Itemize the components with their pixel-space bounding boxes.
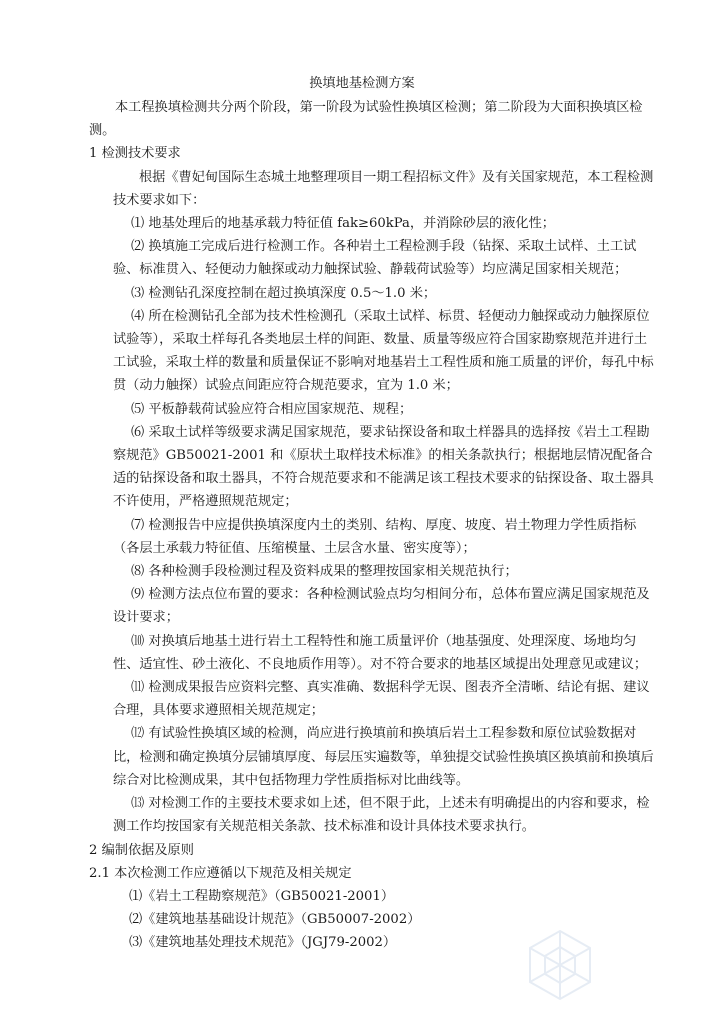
section-1-heading: 1 检测技术要求 [89, 146, 181, 162]
document-title: 换填地基检测方案 [309, 76, 415, 91]
reference-item: ⑴《岩土工程勘察规范》（GB50021-2001） [129, 888, 395, 904]
requirement-item: ⑺ 检测报告中应提供换填深度内土的类别、结构、厚度、坡度、岩土物理力学性质指标（各层土承载力特征值、压缩模量、土层含水量、密实度等）； [113, 517, 637, 556]
requirement-item: ⑻ 各种检测手段检测过程及资料成果的整理按国家相关规范执行； [131, 564, 518, 580]
section-2-1-heading: 2.1 本次检测工作应遵循以下规范及相关规定 [89, 865, 352, 881]
requirement-item: ⑽ 对换填后地基土进行岩土工程特性和施工质量评价（地基强度、处理深度、场地均匀性、适宜性、砂土液化、不良地质作用等）。对不符合要求的地基区域提出处理意见或建议； [113, 633, 648, 672]
requirement-item: ⑸ 平板静载荷试验应符合相应国家规范、规程； [131, 401, 413, 417]
reference-item: ⑵《建筑地基基础设计规范》（GB50007-2002） [129, 912, 421, 928]
requirement-item: ⒀ 对检测工作的主要技术要求如上述，但不限于此，上述未有明确提出的内容和要求，检测工作均按国家有关规范相关条款、技术标准和设计具体技术要求执行。 [113, 796, 650, 835]
reference-item: ⑶《建筑地基处理技术规范》（JGJ79-2002） [129, 935, 397, 951]
snowflake-watermark-icon [520, 925, 600, 1005]
requirement-item: ⑿ 有试验性换填区域的检测，尚应进行换填前和换填后岩土工程参数和原位试验数据对比，检测和确定换填分层铺填厚度、每层压实遍数等，单独提交试验性换填区换填前和换填后综合对比检测成果，其中包括物理力学性质指标对比曲线等。 [113, 726, 654, 788]
requirement-item: ⑴ 地基处理后的地基承载力特征值 fak≥60kPa，并消除砂层的液化性； [131, 216, 555, 232]
requirement-item: ⑷ 所在检测钻孔全部为技术性检测孔（采取土试样、标贯、轻便动力触探或动力触探原位试验等），采取土样每孔各类地层土样的间距、数量、质量等级应符合国家勘察规范并进行土工试验，采取土样的数量和质量保证不影响对地基岩土工程性质和施工质量的评价，每孔中标贯（动力触探）试验点间距应符合规范要求，宜为 1.0 米； [113, 308, 654, 394]
requirement-item: ⑵ 换填施工完成后进行检测工作。各种岩土工程检测手段（钻探、采取土试样、土工试验、标准贯入、轻便动力触探或动力触探试验、静载荷试验等）均应满足国家相关规范； [113, 239, 637, 278]
requirement-item: ⑶ 检测钻孔深度控制在超过换填深度 0.5～1.0 米； [131, 285, 437, 301]
requirement-item: ⑾ 检测成果报告应资料完整、真实准确、数据科学无误、图表齐全清晰、结论有据、建议合理，具体要求遵照相关规范规定； [113, 680, 650, 719]
requirement-item: ⑼ 检测方法点位布置的要求：各种检测试验点均匀相间分布，总体布置应满足国家规范及设计要求； [113, 587, 650, 626]
requirement-item: ⑹ 采取土试样等级要求满足国家规范，要求钻探设备和取土样器具的选择按《岩土工程勘察规范》GB50021-2001 和《原状土取样技术标准》的相关条款执行；根据地层情况配备合适的钻探设备和取土器具，不符合规范要求和不能满足该工程技术要求的钻探设备、取土器具不许使用，严格遵照规范规定； [113, 424, 654, 510]
section-2-heading: 2 编制依据及原则 [89, 842, 194, 858]
document-body [89, 96, 657, 955]
section-1-intro: 根据《曹妃甸国际生态城土地整理项目一期工程招标文件》及有关国家规范，本工程检测技术要求如下： [113, 169, 654, 208]
intro-paragraph: 本工程换填检测共分两个阶段，第一阶段为试验性换填区检测；第二阶段为大面积换填区检测。 [89, 100, 643, 139]
